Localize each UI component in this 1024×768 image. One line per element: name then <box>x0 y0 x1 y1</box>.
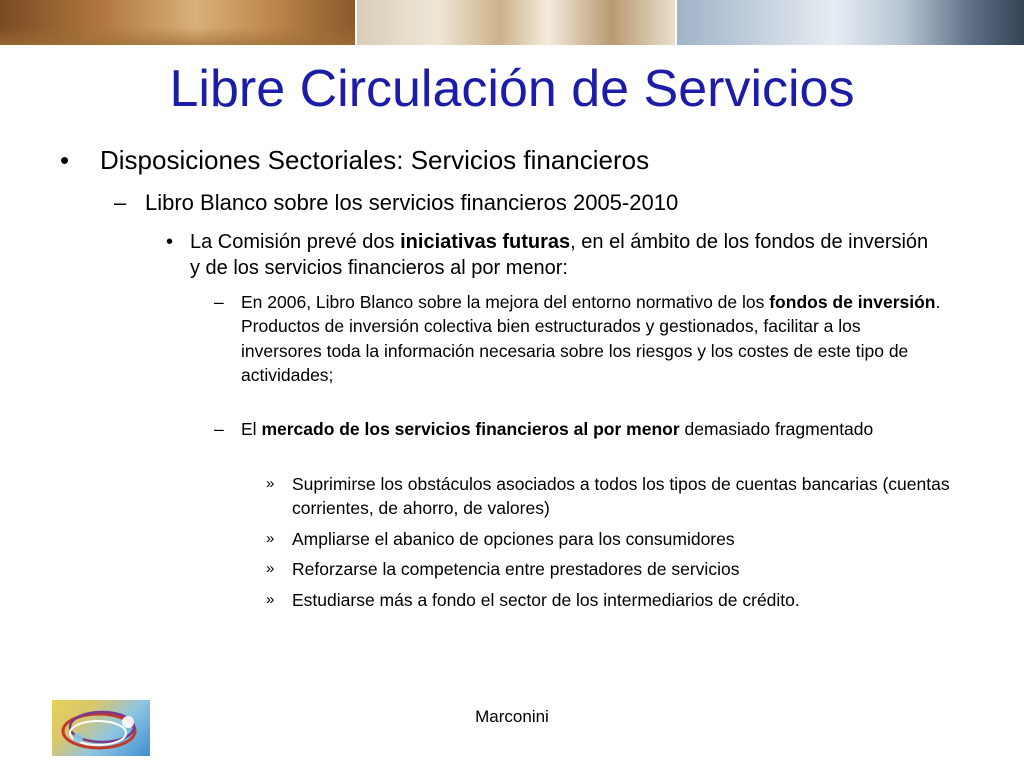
bullet-marker: • <box>60 145 70 175</box>
bullet-level-5 <box>266 527 972 551</box>
bullet-level-5 <box>266 472 972 521</box>
slide-title: Libre Circulación de Servicios <box>169 60 855 118</box>
chevron-marker: » <box>266 475 275 492</box>
bullet-text: Libro Blanco sobre los servicios financieros 2005-2010 <box>145 190 679 215</box>
chevron-marker: » <box>266 530 275 547</box>
dash-marker: – <box>214 292 224 312</box>
bullet-text: El mercado de los servicios financieros al por menor demasiado fragmentado <box>241 419 874 439</box>
bullet-level-5 <box>266 557 972 581</box>
bullet-marker: • <box>166 231 174 253</box>
bullet-text: En 2006, Libro Blanco sobre la mejora del entorno normativo de los fondos de inversión. Productos de inversión colectiva bien estructurados y gestionados, facilitar a los inversores toda la información necesaria sobre los riesgos y los costes de este tipo de actividades; <box>241 292 941 385</box>
bullet-level-4 <box>214 290 941 387</box>
banner-photo-grain-hands <box>0 0 355 45</box>
bullet-text: Disposiciones Sectoriales: Servicios financieros <box>100 145 650 175</box>
banner-photo-keyboard-typing <box>677 0 1024 45</box>
emphasis-text: mercado de los servicios financieros al por menor <box>261 419 680 439</box>
bullet-level-3 <box>166 229 930 281</box>
dash-marker: – <box>114 190 127 215</box>
footer-author: Marconini <box>475 707 549 726</box>
bullet-text: Ampliarse el abanico de opciones para los consumidores <box>292 529 735 549</box>
bullet-text: La Comisión prevé dos iniciativas futuras, en el ámbito de los fondos de inversión y de los servicios financieros al por menor: <box>190 231 929 279</box>
bullet-text: Estudiarse más a fondo el sector de los intermediarios de crédito. <box>292 590 800 610</box>
bullet-level-2 <box>114 190 965 216</box>
banner-photo-signing-document <box>357 0 675 45</box>
bullet-level-1 <box>60 145 980 176</box>
bullet-level-4 <box>214 417 941 441</box>
emphasis-text: fondos de inversión <box>769 292 936 312</box>
bullet-level-5 <box>266 588 972 612</box>
header-photo-banner <box>0 0 1024 45</box>
chevron-marker: » <box>266 560 275 577</box>
bullet-text: Suprimirse los obstáculos asociados a todos los tipos de cuentas bancarias (cuentas corrientes, de ahorro, de valores) <box>292 474 950 519</box>
chevron-marker: » <box>266 591 275 608</box>
dash-marker: – <box>214 419 224 439</box>
bullet-text: Reforzarse la competencia entre prestadores de servicios <box>292 559 740 579</box>
emphasis-text: iniciativas futuras <box>400 231 571 253</box>
